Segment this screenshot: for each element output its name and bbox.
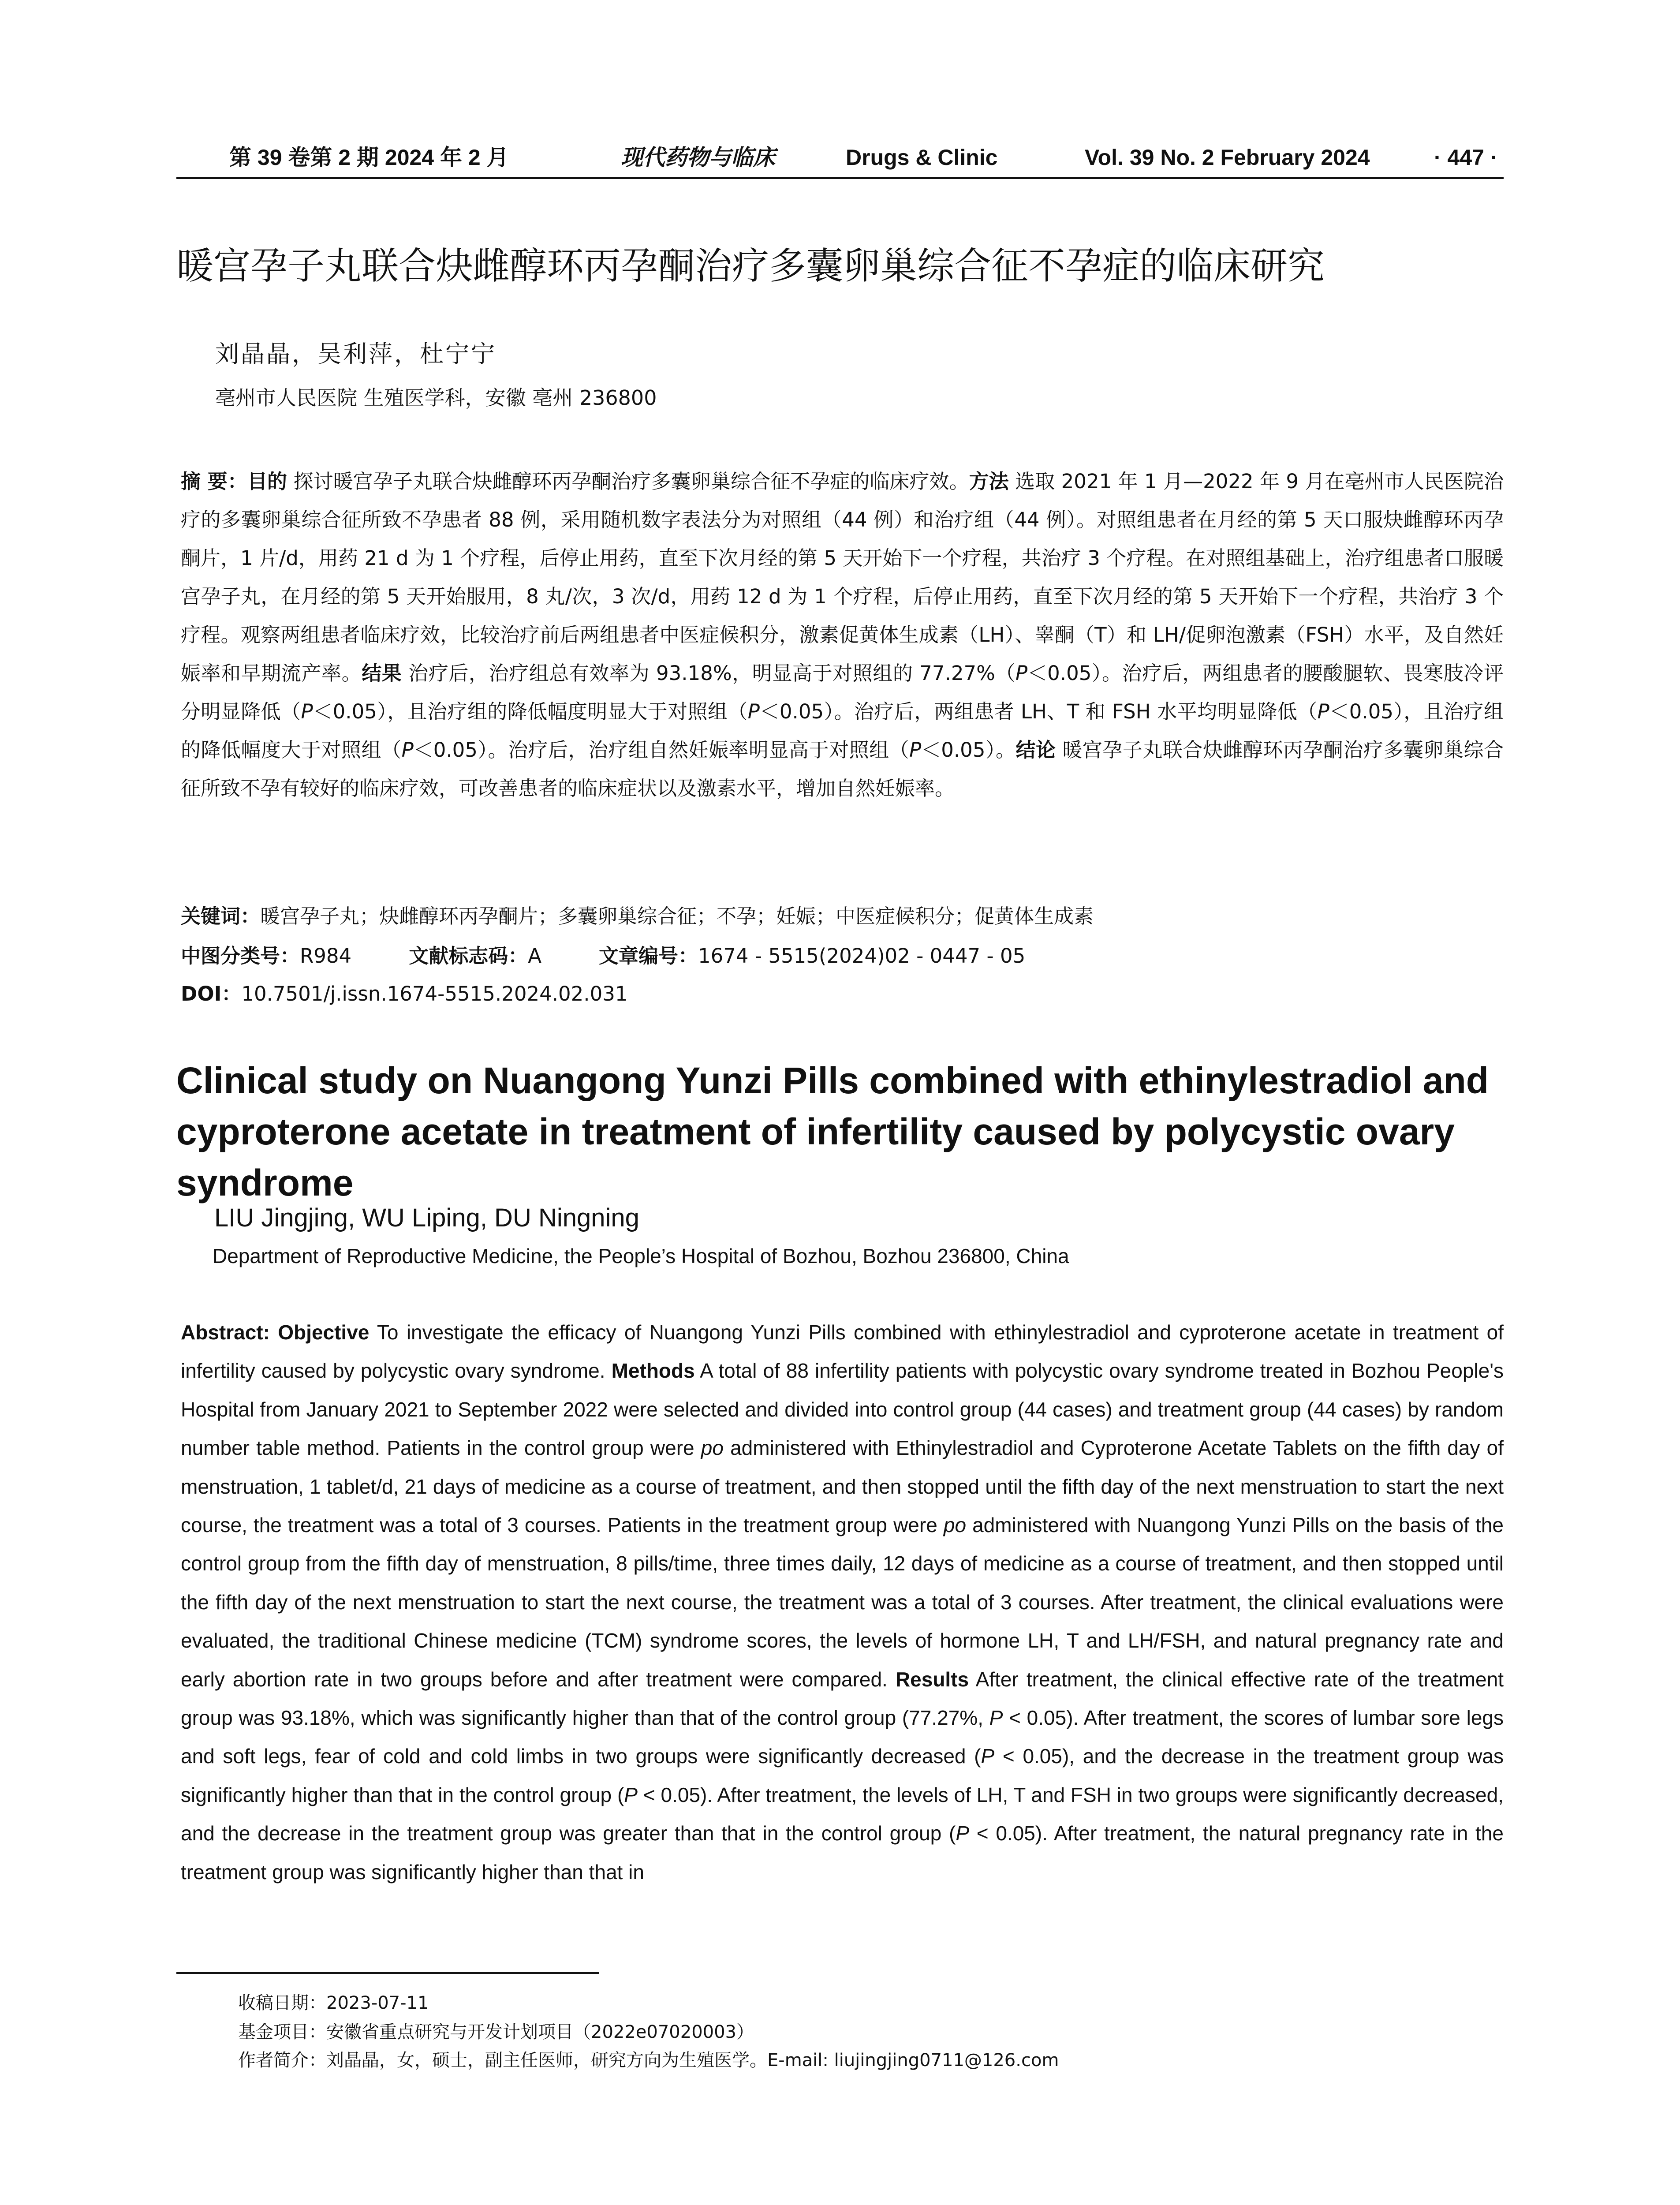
cn-objective-text: 探讨暖宫孕子丸联合炔雌醇环丙孕酮治疗多囊卵巢综合征不孕症的临床疗效。: [287, 470, 969, 493]
cn-affiliation: 亳州市人民医院 生殖医学科，安徽 亳州 236800: [215, 386, 657, 410]
cn-methods-text: 选取 2021 年 1 月—2022 年 9 月在亳州市人民医院治疗的多囊卵巢综合征所致不孕患者 88 例，采用随机数字表法分为对照组（44 例）和治疗组（44 例）。对照组患者在月经的第 5 天口服炔雌醇环丙孕酮片，1 片/d，用药 21 d 为 1 个疗程，后停止用药，直至下次月经的第 5 天开始下一个疗程，共治疗 3 个疗程。在对照组基础上，治疗组患者口服暖宫孕子丸，在月经的第 5 天开始服用，8 丸/次，3 次/d，用药 12 d 为 1 个疗程，后停止用药，直至下次月经的第 5 天开始下一个疗程，共治疗 3 个疗程。观察两组患者临床疗效，比较治疗前后两组患者中医症候积分，激素促黄体生成素（LH）、睾酮（T）和 LH/促卵泡激素（FSH）水平，及自然妊娠率和早期流产率。: [181, 470, 1504, 685]
en-abstract: [181, 1313, 1504, 1891]
en-results-label: Results: [895, 1667, 969, 1691]
cn-authors: 刘晶晶，吴利萍，杜宁宁: [215, 340, 497, 368]
cn-keywords-label: 关键词：: [181, 904, 261, 928]
p-value-symbol: P: [401, 738, 414, 762]
en-article-title: Clinical study on Nuangong Yunzi Pills combined with ethinylestradiol and cyproterone acetate in treatment of infertility caused by polycystic ovary syndrome: [176, 1060, 1489, 1203]
header-issue-en: Vol. 39 No. 2 February 2024: [1085, 145, 1370, 170]
en-objective-text: To investigate the efficacy of Nuangong Yunzi Pills combined with ethinylestradiol and cyproterone acetate in treatment of infertility caused by polycystic ovary syndrome.: [181, 1321, 1504, 1383]
cn-results-text: ＜0.05）。: [921, 738, 1016, 762]
en-results-text: < 0.05). After treatment, the scores of lumbar sore legs and soft legs, fear of cold and cold limbs in two groups were significantly decreased (: [181, 1706, 1504, 1768]
en-results-text: < 0.05). After treatment, the natural pregnancy rate in the treatment group was significantly higher than that in: [181, 1822, 1504, 1884]
cn-results-text: ＜0.05），且治疗组的降低幅度大于对照组（: [181, 700, 1504, 762]
footnote-rule: [176, 1972, 599, 1974]
doi-label: DOI：: [181, 982, 242, 1005]
po-term: po: [943, 1514, 967, 1537]
en-methods-text: administered with Ethinylestradiol and Cyproterone Acetate Tablets on the fifth day of menstruation, 1 tablet/d, 21 days of medicine as a course of treatment, and then stopped until the fifth day of the next menstruation to start the next course, the treatment was a total of 3 courses. Patients in the treatment group were: [181, 1436, 1504, 1537]
p-value-symbol: P: [981, 1745, 995, 1768]
en-methods-text: A total of 88 infertility patients with polycystic ovary syndrome treated in Bozhou People's Hospital from January 2021 to September 2022 were selected and divided into control group (44 cases) and treatment group (44 cases) by random number table method. Patients in the control group were: [181, 1359, 1504, 1460]
header-page-number: · 447 ·: [1434, 145, 1498, 170]
article-number-value: 1674 - 5515(2024)02 - 0447 - 05: [698, 944, 1026, 968]
header-rule: [176, 177, 1504, 179]
header-journal-en: Drugs & Clinic: [846, 145, 998, 170]
p-value-symbol: P: [956, 1822, 969, 1845]
cn-abstract-label: 摘 要：: [181, 470, 247, 493]
doi-value: 10.7501/j.issn.1674-5515.2024.02.031: [241, 982, 628, 1005]
po-term: po: [701, 1436, 724, 1460]
cn-results-text: ＜0.05）。治疗后，两组患者 LH、T 和 FSH 水平均明显降低（: [759, 700, 1318, 723]
cn-objective-label: 目的: [247, 470, 287, 493]
footnote-fund: 基金项目：安徽省重点研究与开发计划项目（2022e07020003）: [238, 2022, 754, 2042]
p-value-symbol: P: [909, 738, 922, 762]
header-journal-cn: 现代药物与临床: [621, 144, 775, 170]
p-value-symbol: P: [1015, 662, 1028, 685]
cn-results-text: 治疗后，治疗组总有效率为 93.18%，明显高于对照组的 77.27%（: [402, 662, 1016, 685]
cn-classification: [181, 938, 1025, 974]
en-abstract-label: Abstract: Objective: [181, 1321, 370, 1344]
en-methods-label: Methods: [611, 1359, 695, 1383]
en-methods-text: administered with Nuangong Yunzi Pills on the basis of the control group from the fifth day of menstruation, 8 pills/time, three times daily, 12 days of medicine as a course of treatment, and then stopped until the fifth day of the next menstruation to start the next course, the treatment was a total of 3 courses. After treatment, the clinical evaluations were evaluated, the traditional Chinese medicine (TCM) syndrome scores, the levels of hormone LH, T and LH/FSH, and natural pregnancy rate and early abortion rate in two groups before and after treatment were compared.: [181, 1514, 1504, 1691]
en-results-text: < 0.05), and the decrease in the treatment group was significantly higher than that in the control group (: [181, 1745, 1504, 1806]
p-value-symbol: P: [301, 700, 313, 723]
p-value-symbol: P: [989, 1706, 1003, 1730]
cn-keywords: [181, 899, 1094, 934]
en-results-text: < 0.05). After treatment, the levels of LH, T and FSH in two groups were significantly decreased, and the decrease in the treatment group was greater than that in the control group (: [181, 1783, 1504, 1845]
footnote-received: 收稿日期：2023-07-11: [238, 1993, 429, 2013]
cn-keywords-text: 暖宫孕子丸；炔雌醇环丙孕酮片；多囊卵巢综合征；不孕；妊娠；中医症候积分；促黄体生成素: [260, 904, 1094, 928]
footnote-author-bio: 作者简介：刘晶晶，女，硕士，副主任医师，研究方向为生殖医学。E-mail: liujingjing0711@126.com: [238, 2050, 1059, 2070]
en-results-text: After treatment, the clinical effective rate of the treatment group was 93.18%, which was significantly higher than that of the control group (77.27%,: [181, 1667, 1504, 1730]
cn-results-text: ＜0.05）。治疗后，两组患者的腰酸腿软、畏寒肢冷评分明显降低（: [181, 662, 1504, 723]
cn-conclusion-text: 暖宫孕子丸联合炔雌醇环丙孕酮治疗多囊卵巢综合征所致不孕有较好的临床疗效，可改善患者的临床症状以及激素水平，增加自然妊娠率。: [181, 738, 1504, 800]
article-number-label: 文章编号：: [599, 944, 698, 968]
p-value-symbol: P: [1317, 700, 1329, 723]
cn-methods-label: 方法: [969, 470, 1009, 493]
cn-conclusion-label: 结论: [1015, 738, 1056, 762]
cn-results-label: 结果: [362, 662, 402, 685]
doccode-value: A: [528, 944, 541, 968]
cn-abstract: [181, 462, 1504, 807]
en-affiliation: Department of Reproductive Medicine, the People’s Hospital of Bozhou, Bozhou 236800, China: [213, 1245, 1069, 1267]
cn-article-title: 暖宫孕子丸联合炔雌醇环丙孕酮治疗多囊卵巢综合征不孕症的临床研究: [176, 244, 1325, 288]
cn-results-text: ＜0.05）。治疗后，治疗组自然妊娠率明显高于对照组（: [413, 738, 910, 762]
header-issue-cn: 第 39 卷第 2 期 2024 年 2 月: [229, 145, 509, 170]
en-authors: LIU Jingjing, WU Liping, DU Ningning: [214, 1203, 639, 1232]
p-value-symbol: P: [747, 700, 760, 723]
doccode-label: 文献标志码：: [409, 944, 528, 968]
p-value-symbol: P: [624, 1783, 638, 1806]
clc-label: 中图分类号：: [181, 944, 300, 968]
doi-line: [181, 976, 628, 1012]
cn-results-text: ＜0.05），且治疗组的降低幅度明显大于对照组（: [313, 700, 748, 723]
clc-value: R984: [300, 944, 352, 968]
